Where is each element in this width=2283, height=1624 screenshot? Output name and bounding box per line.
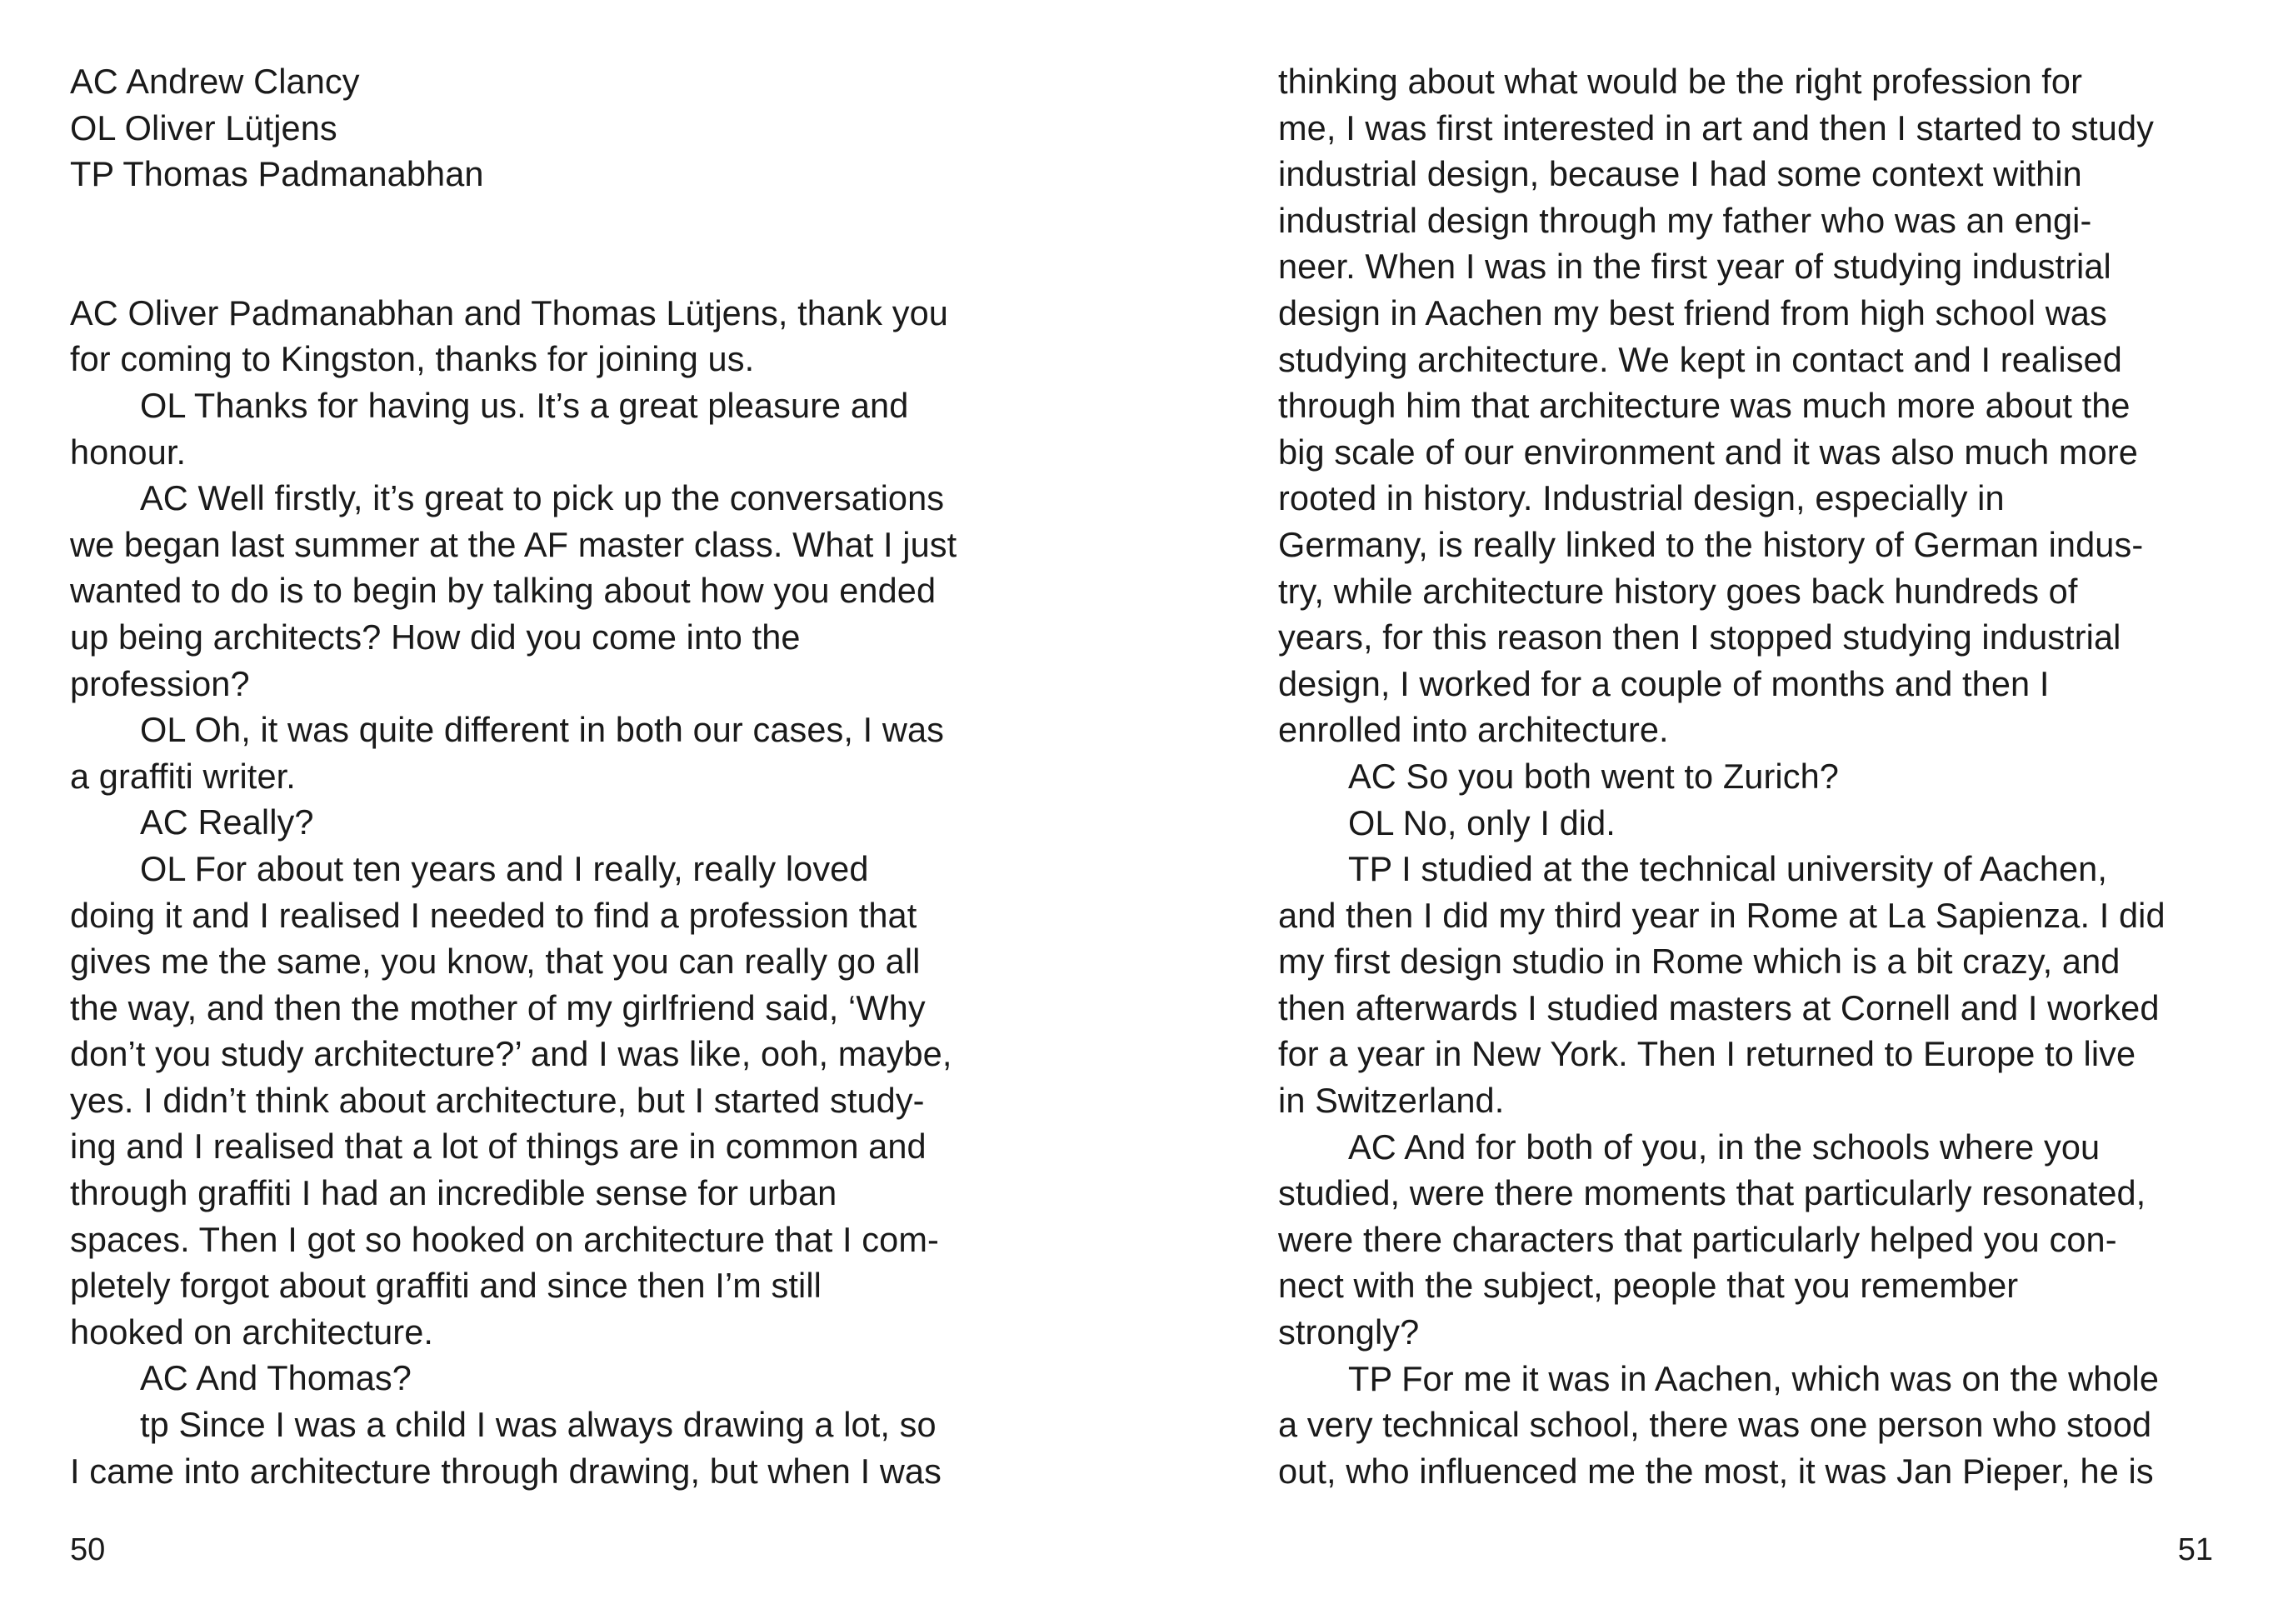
text-line: hooked on architecture.: [70, 1312, 434, 1352]
text-line: AC Well firstly, it’s great to pick up the conversations: [140, 478, 945, 518]
text-line: big scale of our environment and it was also much more: [1278, 432, 2138, 472]
text-line: a graffiti writer.: [70, 756, 296, 796]
page-number: 50: [70, 1532, 106, 1567]
text-line: the way, and then the mother of my girlfriend said, ‘Why: [70, 987, 926, 1027]
text-line: TP For me it was in Aachen, which was on the whole: [1348, 1358, 2160, 1398]
text-line: enrolled into architecture.: [1278, 710, 1669, 750]
speaker-key-entry: AC Andrew Clancy: [70, 62, 360, 101]
text-line: Germany, is really linked to the history of German indus-: [1278, 524, 2144, 564]
text-line: spaces. Then I got so hooked on architecture that I com-: [70, 1219, 939, 1259]
text-line: rooted in history. Industrial design, especially in: [1278, 478, 2005, 518]
page-number: 51: [2177, 1532, 2213, 1567]
text-line: strongly?: [1278, 1312, 1420, 1352]
right-text-column: [1278, 58, 2220, 1494]
interview-body: [70, 290, 1037, 1494]
text-line: me, I was first interested in art and then I started to study: [1278, 107, 2155, 147]
text-line: AC So you both went to Zurich?: [1348, 756, 1839, 796]
text-line: pletely forgot about graffiti and since then I’m still: [70, 1266, 822, 1306]
text-line: out, who influenced me the most, it was Jan Pieper, he is: [1278, 1451, 2154, 1491]
text-line: my first design studio in Rome which is a bit crazy, and: [1278, 942, 2121, 982]
text-line: honour.: [70, 432, 187, 472]
speaker-key: [70, 58, 1037, 197]
text-line: I came into architecture through drawing, but when I was: [70, 1451, 942, 1491]
text-line: and then I did my third year in Rome at La Sapienza. I did: [1278, 895, 2166, 935]
text-line: industrial design, because I had some context within: [1278, 154, 2082, 194]
text-line: AC Really?: [140, 802, 314, 842]
text-line: up being architects? How did you come into the: [70, 617, 801, 657]
text-line: for coming to Kingston, thanks for joining us.: [70, 339, 755, 379]
text-line: profession?: [70, 663, 250, 703]
text-line: AC And Thomas?: [140, 1358, 412, 1398]
text-line: TP I studied at the technical university of Aachen,: [1348, 849, 2107, 889]
text-line: nect with the subject, people that you remember: [1278, 1266, 2019, 1306]
text-line: for a year in New York. Then I returned to Europe to live: [1278, 1034, 2136, 1074]
text-line: industrial design through my father who was an engi-: [1278, 200, 2092, 240]
text-line: OL Thanks for having us. It’s a great pleasure and: [140, 385, 909, 425]
text-line: AC And for both of you, in the schools where you: [1348, 1127, 2101, 1167]
text-line: studying architecture. We kept in contact and I realised: [1278, 339, 2122, 379]
text-line: yes. I didn’t think about architecture, but I started study-: [70, 1080, 925, 1120]
text-line: then afterwards I studied masters at Cornell and I worked: [1278, 987, 2160, 1027]
section-spacer: [70, 197, 1037, 290]
text-line: wanted to do is to begin by talking about how you ended: [70, 571, 937, 611]
text-line: OL For about ten years and I really, really loved: [140, 848, 869, 888]
text-line: a very technical school, there was one person who stood: [1278, 1405, 2152, 1445]
speaker-key-entry: TP Thomas Padmanabhan: [70, 154, 484, 194]
text-line: design, I worked for a couple of months and then I: [1278, 663, 2050, 703]
text-line: gives me the same, you know, that you can really go all: [70, 942, 921, 982]
text-line: through graffiti I had an incredible sense for urban: [70, 1173, 837, 1213]
text-line: years, for this reason then I stopped studying industrial: [1278, 617, 2121, 657]
left-text-column: [70, 58, 1037, 1494]
text-line: were there characters that particularly helped you con-: [1278, 1219, 2117, 1259]
text-line: try, while architecture history goes back hundreds of: [1278, 571, 2078, 611]
text-line: neer. When I was in the first year of studying industrial: [1278, 247, 2111, 287]
text-line: OL No, only I did.: [1348, 802, 1616, 842]
interview-body: [1278, 58, 2220, 1494]
speaker-key-entry: OL Oliver Lütjens: [70, 107, 337, 147]
text-line: through him that architecture was much more about the: [1278, 386, 2131, 426]
text-line: thinking about what would be the right profession for: [1278, 62, 2083, 101]
text-line: studied, were there moments that particularly resonated,: [1278, 1173, 2146, 1213]
text-line: OL Oh, it was quite different in both our cases, I was: [140, 710, 945, 750]
text-line: design in Aachen my best friend from high school was: [1278, 292, 2107, 332]
right-page: [1142, 0, 2283, 1624]
text-line: AC Oliver Padmanabhan and Thomas Lütjens, thank you: [70, 292, 948, 332]
text-line: tp Since I was a child I was always drawing a lot, so: [140, 1405, 937, 1445]
text-line: in Switzerland.: [1278, 1081, 1505, 1121]
text-line: doing it and I realised I needed to find a profession that: [70, 895, 917, 935]
text-line: we began last summer at the AF master class. What I just: [70, 524, 957, 564]
text-line: don’t you study architecture?’ and I was like, ooh, maybe,: [70, 1034, 952, 1074]
text-line: ing and I realised that a lot of things are in common and: [70, 1127, 927, 1167]
